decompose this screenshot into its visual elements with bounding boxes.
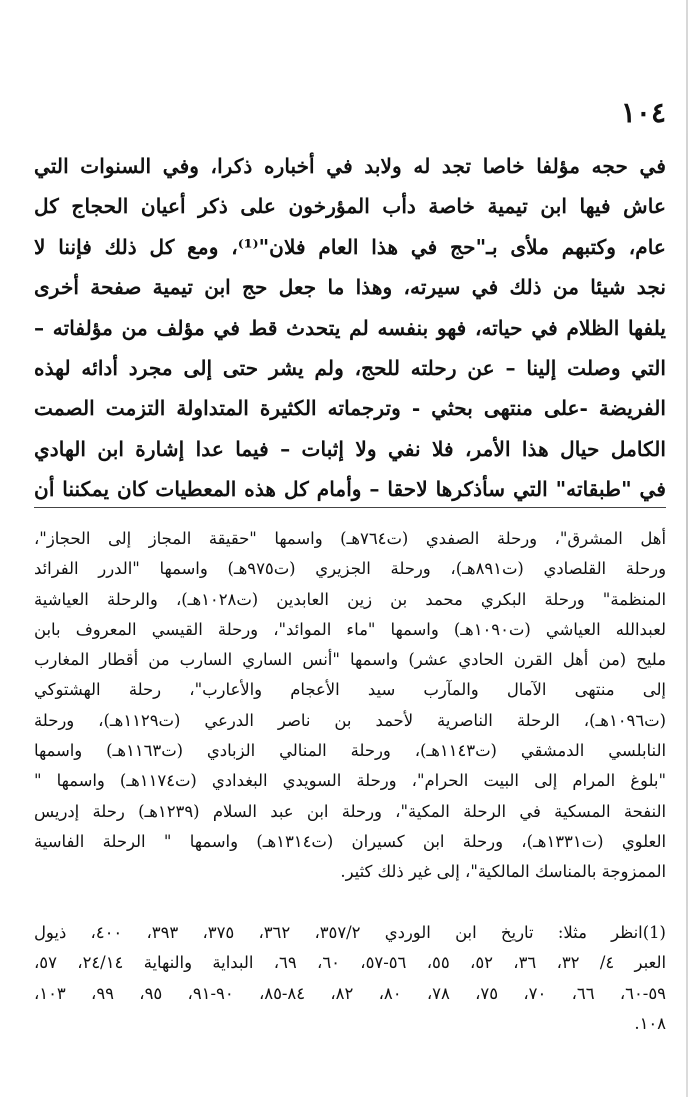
footnote-line: (1)انظر مثلا: تاريخ ابن الوردي ٣٥٧/٢، ٣٦٢، ٣٧٥، ٣٩٣، ٤٠٠، ذيول [34, 923, 666, 942]
footnote-continuation-line: إلى منتهى الآمال والمآرب سيد الأعجام والأعارب"، رحلة الهشتوكي [34, 680, 666, 700]
footnote-continuation-line: النفحة المسكية في الرحلة المكية"، ورحلة ابن عبد السلام (١٢٣٩هـ) رحلة إدريس [34, 801, 666, 821]
footnote-separator [34, 507, 666, 508]
footnote-line: ١٠٨. [634, 1013, 666, 1033]
footnote-continuation-line: النابلسي الدمشقي (ت١١٤٣هـ)، ورحلة المنالي الزبادي (ت١١٦٣هـ) واسمها [34, 741, 666, 761]
main-text-line: في حجه مؤلفا خاصا تجد له ولابد في أخباره ذكرا، وفي السنوات التي [34, 154, 666, 178]
footnote-continuation-line: "بلوغ المرام إلى البيت الحرام"، ورحلة السويدي البغدادي (ت١١٧٤هـ) واسمها " [34, 771, 666, 791]
footnote-line: ٥٩-٦٠، ٦٦، ٧٠، ٧٥، ٧٨، ٨٠، ٨٢، ٨٤-٨٥، ٩٠-٩١، ٩٥، ٩٩، ١٠٣، [34, 983, 666, 1003]
footnote-continuation-line: (ت١٠٩٦هـ)، الرحلة الناصرية لأحمد بن ناصر الدرعي (ت١١٢٩هـ)، ورحلة [34, 710, 666, 730]
main-text-line: عاش فيها ابن تيمية خاصة دأب المؤرخون على ذكر أعيان الحجاج كل [34, 194, 666, 219]
main-text-line: التي وصلت إلينا – عن رحلته للحج، ولم يشر حتى إلى مجرد أدائه لهذه [34, 355, 666, 380]
main-text-line: الفريضة -على منتهى بحثي - وترجماته الكثيرة المتداولة التزمت الصمت [34, 396, 666, 421]
footnote-continuation-line: لعبدالله العياشي (ت١٠٩٠هـ) واسمها "ماء الموائد"، ورحلة القيسي المعروف بابن [34, 619, 666, 639]
footnote-continuation-line: الممزوجة بالمناسك المالكية"، إلى غير ذلك كثير. [340, 862, 666, 882]
footnote-continuation [34, 524, 666, 888]
page-number: ١٠٤ [620, 96, 666, 129]
footnote-continuation-line: ورحلة القلصادي (ت٨٩١هـ)، ورحلة الجزيري (ت٩٧٥هـ) واسمها "الدرر الفرائد [34, 559, 666, 579]
page-edge-line [686, 0, 688, 1097]
main-text-line: الكامل حيال هذا الأمر، فلا نفي ولا إثبات – فيما عدا إشارة ابن الهادي [34, 436, 666, 461]
main-text [34, 146, 666, 510]
main-text-line: يلفها الظلام في حياته، فهو بنفسه لم يتحدث قط في مؤلف من مؤلفاته – [34, 315, 666, 340]
main-text-line: في "طبقاته" التي سأذكرها لاحقا – وأمام كل هذه المعطيات كان يمكننا أن [34, 477, 666, 502]
footnote-line: العبر ٤/ ٣٢، ٣٦، ٥٢، ٥٥، ٥٦-٥٧، ٦٠، ٦٩، البداية والنهاية ٢٤/١٤، ٥٧، [34, 953, 666, 973]
footnote-continuation-line: العلوي (ت١٣٣١هـ)، ورحلة ابن كسيران (ت١٣١٤هـ) واسمها " الرحلة الفاسية [34, 831, 666, 851]
footnote-1 [34, 918, 666, 1039]
main-text-line: نجد شيئا من ذلك في سيرته، وهذا ما جعل حج ابن تيمية صفحة أخرى [34, 275, 666, 300]
footnote-continuation-line: المنظمة" ورحلة البكري محمد بن زين العابدين (ت١٠٢٨هـ)، والرحلة العياشية [34, 589, 666, 609]
footnote-continuation-line: أهل المشرق"، ورحلة الصفدي (ت٧٦٤هـ) واسمها "حقيقة المجاز إلى الحجاز"، [34, 529, 666, 548]
main-text-line: عام، وكتبهم ملأى بـ"حج في هذا العام فلان"⁽¹⁾، ومع كل ذلك فإننا لا [34, 234, 666, 259]
footnote-continuation-line: مليح (من أهل القرن الحادي عشر) واسمها "أنس الساري السارب من أقطار المغارب [34, 650, 666, 670]
